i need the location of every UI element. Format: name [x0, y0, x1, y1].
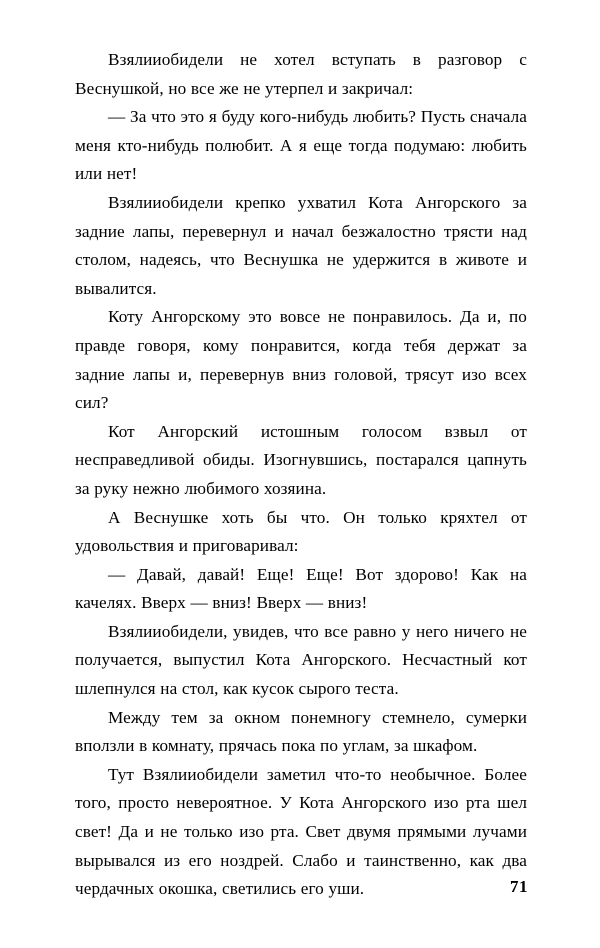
- paragraph: Между тем за окном понемногу стемнело, сумерки вползли в комнату, прячась пока по углам, за шкафом.: [75, 707, 527, 756]
- paragraph: — За что это я буду кого-нибудь любить? Пусть сначала меня кто-нибудь полюбит. А я еще тогда подумаю: любить или нет!: [75, 107, 527, 184]
- paragraph: Взялииобидели крепко ухватил Кота Ангорского за задние лапы, перевернул и начал безжалостно трясти над столом, надеясь, что Веснушка не удержится в животе и вывалится.: [75, 192, 527, 298]
- paragraph: Взялииобидели, увидев, что все равно у него ничего не получается, выпустил Кота Ангорского. Несчастный кот шлепнулся на стол, как кусок сырого теста.: [75, 621, 527, 699]
- paragraph: Кот Ангорский истошным голосом взвыл от несправедливой обиды. Изогнувшись, постарался цапнуть за руку нежно любимого хозяина.: [75, 421, 527, 498]
- paragraph: Тут Взялииобидели заметил что-то необычное. Более того, просто невероятное. У Кота Ангорского изо рта шел свет! Да и не только изо рта. Свет двумя прямыми лучами вырывался из его ноздрей. Слабо и таинственно, как два чердачных окошка, светились его уши.: [75, 764, 527, 899]
- paragraph: Взялииобидели не хотел вступать в разговор с Веснушкой, но все же не утерпел и закричал:: [75, 50, 527, 98]
- paragraph: Коту Ангорскому это вовсе не понравилось. Да и, по правде говоря, кому понравится, когда тебя держат за задние лапы и, перевернув вниз головой, трясут изо всех сил?: [75, 307, 527, 413]
- page-number: 71: [510, 877, 528, 896]
- paragraph: А Веснушке хоть бы что. Он только кряхтел от удовольствия и приговаривал:: [75, 507, 527, 556]
- paragraph: — Давай, давай! Еще! Еще! Вот здорово! Как на качелях. Вверх — вниз! Вверх — вниз!: [75, 564, 527, 613]
- body-text-column: [75, 46, 527, 904]
